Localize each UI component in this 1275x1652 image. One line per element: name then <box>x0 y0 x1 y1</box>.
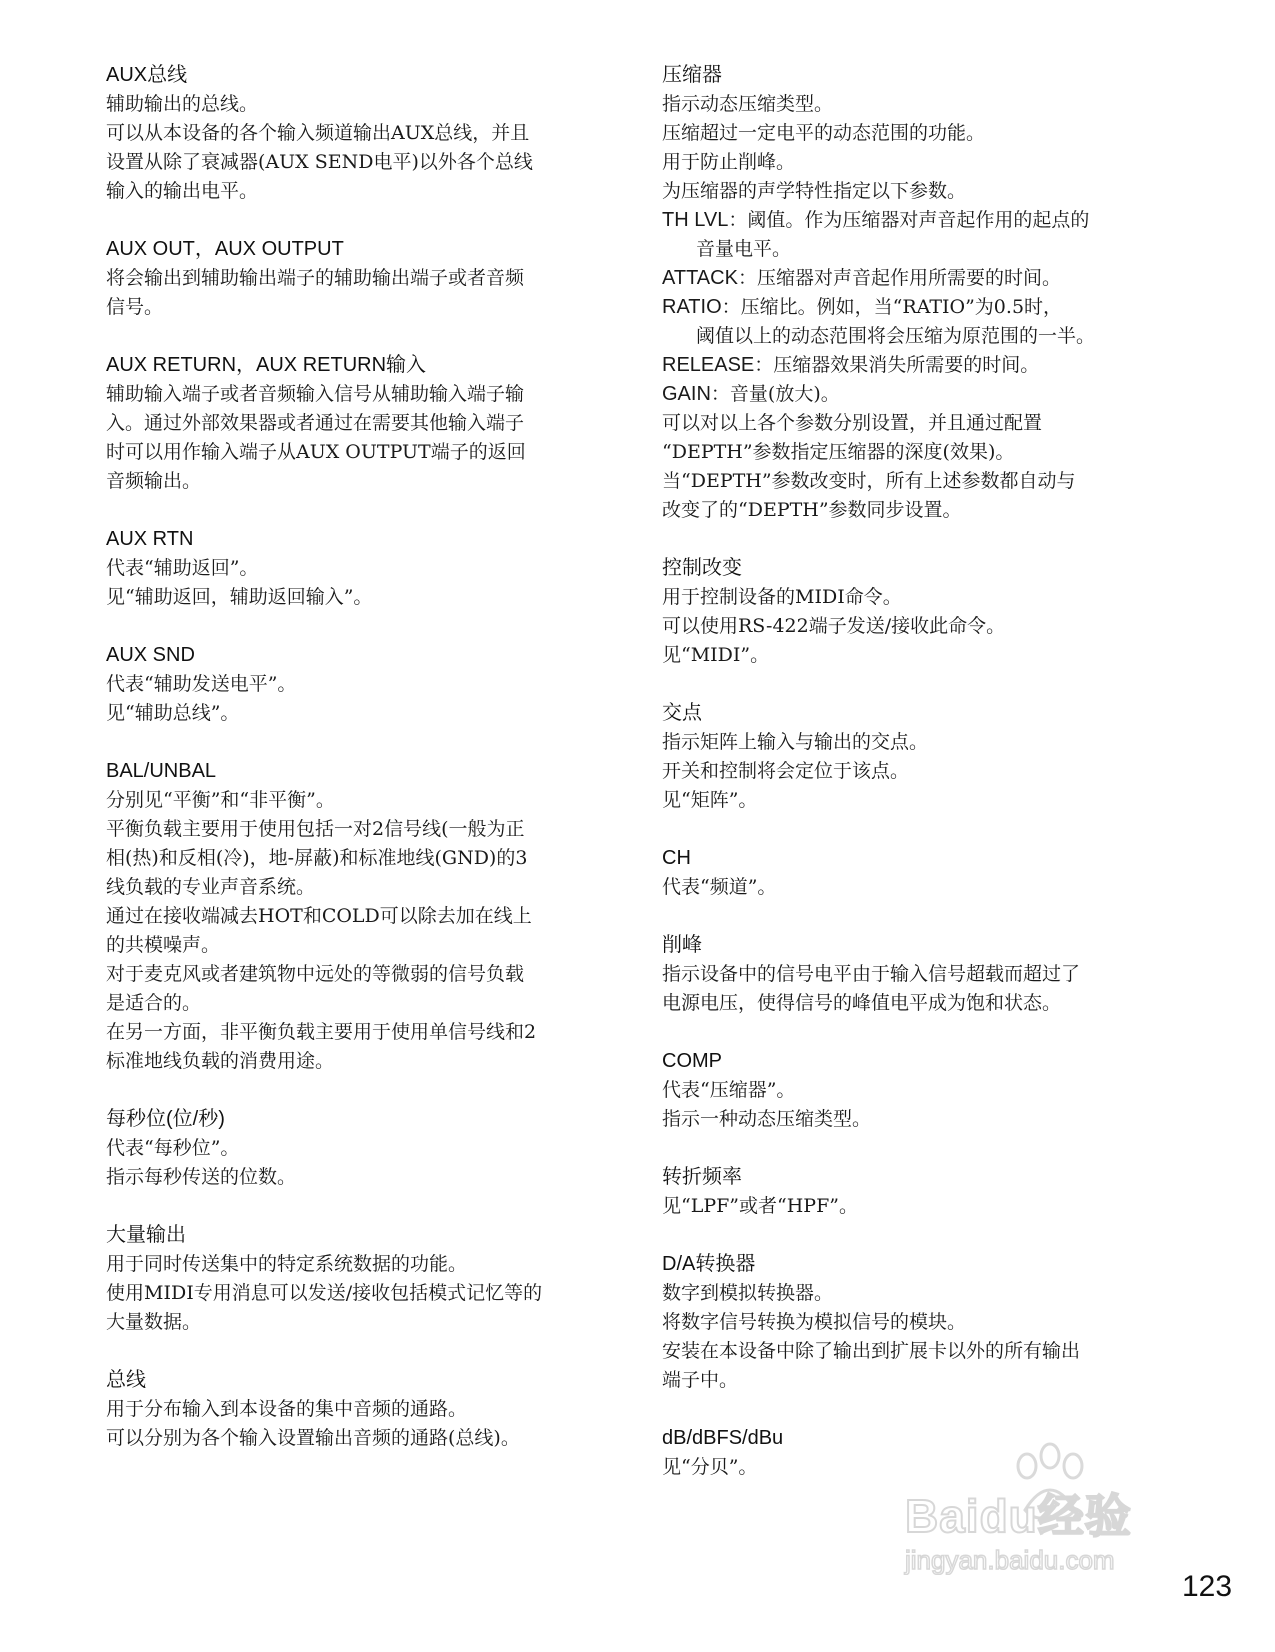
definition-line: 数字到模拟转换器。 <box>662 1282 834 1304</box>
definition-line: 指示矩阵上输入与输出的交点。 <box>662 731 929 753</box>
parameter-label: ATTACK <box>662 267 738 289</box>
definition-line: 安装在本设备中除了输出到扩展卡以外的所有输出 <box>662 1340 1081 1362</box>
parameter-line <box>662 264 1182 293</box>
definition-line: 指示每秒传送的位数。 <box>106 1166 297 1188</box>
glossary-entry <box>662 553 1182 670</box>
glossary-term: 每秒位(位/秒) <box>106 1108 225 1130</box>
glossary-term: 转折频率 <box>662 1166 742 1188</box>
definition-line: 通过在接收端减去HOT和COLD可以除去加在线上 <box>106 905 532 927</box>
parameter-line <box>662 293 1182 322</box>
glossary-term: 削峰 <box>662 934 702 956</box>
glossary-entry-compressor <box>662 60 1182 525</box>
definition-line: 音频输出。 <box>106 470 202 492</box>
glossary-entry <box>106 524 606 612</box>
glossary-term: 总线 <box>106 1369 146 1391</box>
definition-line: 输入的输出电平。 <box>106 180 259 202</box>
glossary-term: COMP <box>662 1050 722 1072</box>
definition-line: 信号。 <box>106 296 164 318</box>
definition-line: 见“辅助返回，辅助返回输入”。 <box>106 586 373 608</box>
glossary-term: 交点 <box>662 702 702 724</box>
definition-line: 见“分贝”。 <box>662 1456 758 1478</box>
glossary-term: AUX SND <box>106 644 195 666</box>
right-column <box>662 60 1182 1510</box>
glossary-term: 控制改变 <box>662 557 742 579</box>
parameter-description: ：压缩器对声音起作用所需要的时间。 <box>737 267 1061 289</box>
glossary-term: D/A转换器 <box>662 1253 756 1275</box>
glossary-entry <box>106 60 606 206</box>
definition-line: 用于防止削峰。 <box>662 151 796 173</box>
definition-line: 见“矩阵”。 <box>662 789 758 811</box>
definition-line: 将数字信号转换为模拟信号的模块。 <box>662 1311 967 1333</box>
glossary-entry <box>662 843 1182 902</box>
glossary-entry <box>106 234 606 322</box>
definition-line: 的共模噪声。 <box>106 934 221 956</box>
watermark-brand: Baidu经验 <box>905 1490 1132 1542</box>
parameter-label: RATIO <box>662 296 722 318</box>
definition-line: 时可以用作输入端子从AUX OUTPUT端子的返回 <box>106 441 526 463</box>
glossary-entry <box>106 640 606 728</box>
definition-line: 为压缩器的声学特性指定以下参数。 <box>662 180 967 202</box>
glossary-term: AUX OUT，AUX OUTPUT <box>106 238 344 260</box>
definition-line: 当“DEPTH”参数改变时，所有上述参数都自动与 <box>662 470 1076 492</box>
definition-line: 可以对以上各个参数分别设置，并且通过配置 <box>662 412 1043 434</box>
glossary-entry <box>106 1104 606 1192</box>
parameter-description: ：阈值。作为压缩器对声音起作用的起点的 <box>728 209 1090 231</box>
glossary-entry <box>662 1162 1182 1221</box>
glossary-entry <box>662 930 1182 1018</box>
definition-line: 辅助输出的总线。 <box>106 93 259 115</box>
definition-line: 指示动态压缩类型。 <box>662 93 834 115</box>
definition-line: 压缩超过一定电平的动态范围的功能。 <box>662 122 986 144</box>
glossary-entry <box>106 1365 606 1453</box>
left-column <box>106 60 606 1481</box>
parameter-label: GAIN <box>662 383 711 405</box>
definition-line: 对于麦克风或者建筑物中远处的等微弱的信号负载 <box>106 963 525 985</box>
definition-line: 电源电压，使得信号的峰值电平成为饱和状态。 <box>662 992 1062 1014</box>
definition-line: 可以分别为各个输入设置输出音频的通路(总线)。 <box>106 1427 520 1449</box>
definition-line: 平衡负载主要用于使用包括一对2信号线(一般为正 <box>106 818 525 840</box>
watermark-url: jingyan.baidu.com <box>905 1545 1115 1575</box>
glossary-term: 大量输出 <box>106 1224 186 1246</box>
definition-line: 用于分布输入到本设备的集中音频的通路。 <box>106 1398 468 1420</box>
glossary-term: CH <box>662 847 691 869</box>
definition-line: 辅助输入端子或者音频输入信号从辅助输入端子输 <box>106 383 525 405</box>
definition-line: 用于同时传送集中的特定系统数据的功能。 <box>106 1253 468 1275</box>
definition-line: 改变了的“DEPTH”参数同步设置。 <box>662 499 962 521</box>
definition-line: 大量数据。 <box>106 1311 202 1333</box>
glossary-term: AUX总线 <box>106 64 188 86</box>
parameter-continuation: 音量电平。 <box>696 238 792 260</box>
glossary-term: dB/dBFS/dBu <box>662 1427 784 1449</box>
glossary-entry <box>662 1249 1182 1395</box>
definition-line: 可以使用RS-422端子发送/接收此命令。 <box>662 615 1006 637</box>
parameter-continuation: 阈值以上的动态范围将会压缩为原范围的一半。 <box>696 325 1096 347</box>
glossary-term: AUX RTN <box>106 528 194 550</box>
definition-line: 代表“压缩器”。 <box>662 1079 796 1101</box>
definition-line: 相(热)和反相(冷)，地-屏蔽)和标准地线(GND)的3 <box>106 847 528 869</box>
glossary-entry <box>106 350 606 496</box>
definition-line: 指示一种动态压缩类型。 <box>662 1108 872 1130</box>
definition-line: 使用MIDI专用消息可以发送/接收包括模式记忆等的 <box>106 1282 543 1304</box>
definition-line: 线负载的专业声音系统。 <box>106 876 316 898</box>
definition-line: 开关和控制将会定位于该点。 <box>662 760 910 782</box>
glossary-entry <box>662 698 1182 815</box>
parameter-description: ：压缩比。例如，当“RATIO”为0.5时， <box>721 296 1063 318</box>
definition-line: 用于控制设备的MIDI命令。 <box>662 586 902 608</box>
glossary-entry <box>106 756 606 1076</box>
glossary-term: AUX RETURN，AUX RETURN输入 <box>106 354 427 376</box>
definition-line: 指示设备中的信号电平由于输入信号超载而超过了 <box>662 963 1081 985</box>
parameter-description: ：音量(放大)。 <box>710 383 840 405</box>
definition-line: “DEPTH”参数指定压缩器的深度(效果)。 <box>662 441 1015 463</box>
definition-line: 代表“频道”。 <box>662 876 777 898</box>
definition-line: 见“LPF”或者“HPF”。 <box>662 1195 858 1217</box>
definition-line: 代表“辅助返回”。 <box>106 557 259 579</box>
parameter-label: RELEASE <box>662 354 755 376</box>
parameter-label: TH LVL <box>662 209 729 231</box>
definition-line: 将会输出到辅助输出端子的辅助输出端子或者音频 <box>106 267 525 289</box>
definition-line: 标准地线负载的消费用途。 <box>106 1050 335 1072</box>
definition-line: 代表“每秒位”。 <box>106 1137 240 1159</box>
definition-line: 代表“辅助发送电平”。 <box>106 673 297 695</box>
definition-line: 设置从除了衰减器(AUX SEND电平)以外各个总线 <box>106 151 533 173</box>
definition-line: 可以从本设备的各个输入频道输出AUX总线，并且 <box>106 122 530 144</box>
definition-line: 在另一方面，非平衡负载主要用于使用单信号线和2 <box>106 1021 537 1043</box>
glossary-entry <box>106 1220 606 1337</box>
parameter-line <box>662 380 1182 409</box>
parameter-line <box>662 206 1182 235</box>
glossary-entry <box>662 1046 1182 1134</box>
glossary-term: BAL/UNBAL <box>106 760 217 782</box>
parameter-description: ：压缩器效果消失所需要的时间。 <box>754 354 1040 376</box>
baidu-watermark <box>885 1440 1205 1580</box>
definition-line: 见“MIDI”。 <box>662 644 770 666</box>
definition-line: 端子中。 <box>662 1369 739 1391</box>
definition-line: 见“辅助总线”。 <box>106 702 240 724</box>
parameter-line <box>662 351 1182 380</box>
definition-line: 是适合的。 <box>106 992 202 1014</box>
definition-line: 分别见“平衡”和“非平衡”。 <box>106 789 335 811</box>
page-number: 123 <box>1182 1570 1233 1603</box>
definition-line: 入。通过外部效果器或者通过在需要其他输入端子 <box>106 412 525 434</box>
glossary-term: 压缩器 <box>662 64 722 86</box>
